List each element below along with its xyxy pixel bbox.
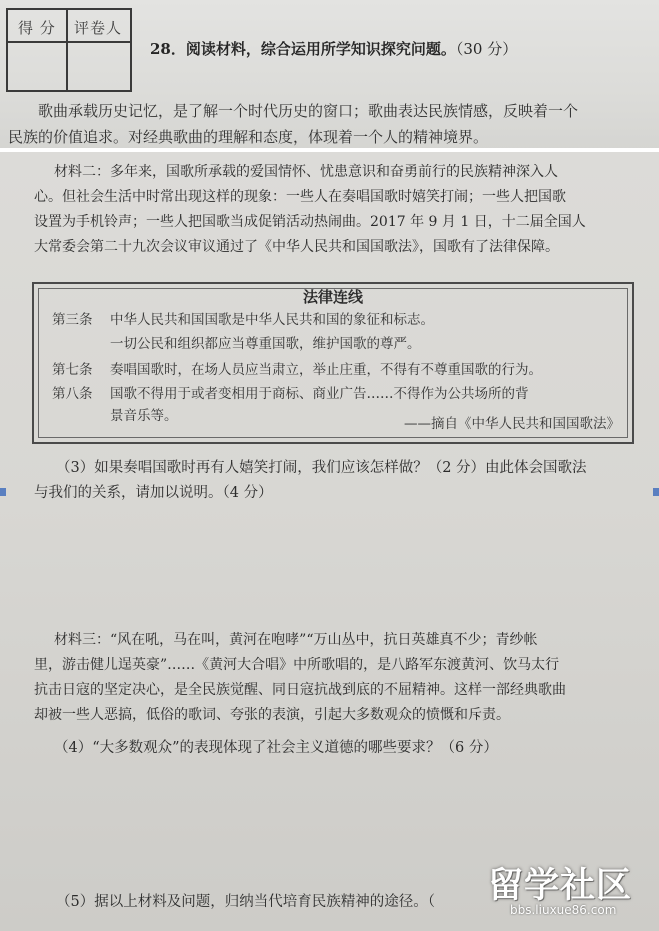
material-2-line-3: 设置为手机铃声；一些人把国歌当成促销活动热闹曲。2017 年 9 月 1 日，十二届全国人 (34, 214, 586, 230)
material-3-line-1: 材料三：“风在吼，马在叫，黄河在咆哮”“万山丛中，抗日英雄真不少；青纱帐 (54, 632, 538, 648)
question-3 (34, 456, 634, 506)
law-article-8-text: 国歌不得用于或者变相用于商标、商业广告……不得作为公共场所的背 (110, 386, 529, 402)
law-article-3-text: 中华人民共和国国歌是中华人民共和国的象征和标志。 (110, 312, 434, 328)
question-title-text: 28．阅读材料，综合运用所学知识探究问题。 (150, 40, 456, 58)
material-2-line-2: 心。但社会生活中时常出现这样的现象：一些人在奏唱国歌时嬉笑打闹；一些人把国歌 (34, 189, 566, 205)
question-score: （30 分） (455, 40, 518, 58)
score-table (6, 8, 132, 92)
question-4 (34, 736, 634, 761)
law-article-8-label: 第八条 (52, 386, 93, 402)
law-source: ——摘自《中华人民共和国国歌法》 (404, 416, 620, 432)
law-box (32, 282, 634, 444)
question-3-line-1: （3）如果奏唱国歌时再有人嬉笑打闹，我们应该怎样做？（2 分）由此体会国歌法 (56, 460, 587, 476)
score-label: 得 分 (18, 19, 56, 37)
site-watermark (488, 858, 656, 928)
intro-line-1: 歌曲承载历史记忆，是了解一个时代历史的窗口；歌曲表达民族情感，反映着一个 (38, 102, 579, 120)
question-3-line-2: 与我们的关系，请加以说明。（4 分） (34, 485, 273, 501)
material-3 (34, 628, 634, 728)
question-4-text: （4）“大多数观众”的表现体现了社会主义道德的哪些要求？（6 分） (54, 740, 498, 756)
material-2 (34, 160, 634, 260)
law-article-7 (52, 358, 542, 378)
question-5-text: （5）据以上材料及问题，归纳当代培育民族精神的途径。（ (56, 894, 435, 910)
watermark-logo: 留学社区 (488, 866, 633, 906)
left-edge-marker (0, 488, 6, 496)
law-article-8-cont: 景音乐等。 (110, 408, 178, 424)
intro-line-2: 民族的价值追求。对经典歌曲的理解和态度，体现着一个人的精神境界。 (8, 128, 489, 146)
law-article-3 (52, 308, 434, 328)
material-3-line-2: 里，游击健儿逞英豪”……《黄河大合唱》中所歌唱的，是八路军东渡黄河、饮马太行 (34, 657, 560, 673)
material-2-line-1: 材料二：多年来，国歌所承载的爱国情怀、忧患意识和奋勇前行的民族精神深入人 (54, 164, 558, 180)
bottom-photo-page (0, 152, 659, 931)
material-3-line-4: 却被一些人恶搞，低俗的歌词、夸张的表演，引起大多数观众的愤慨和斥责。 (34, 707, 510, 723)
intro-paragraph (8, 98, 648, 150)
law-article-8 (52, 382, 529, 402)
watermark-url: bbs.liuxue86.com (510, 903, 617, 917)
question-title (150, 38, 517, 59)
material-2-line-4: 大常委会第二十九次会议审议通过了《中华人民共和国国歌法》，国歌有了法律保障。 (34, 239, 559, 255)
material-3-line-3: 抗击日寇的坚定决心，是全民族觉醒、同日寇抗战到底的不屈精神。这样一部经典歌曲 (34, 682, 566, 698)
law-article-3-label: 第三条 (52, 312, 93, 328)
right-edge-marker (653, 488, 659, 496)
law-article-3-cont: 一切公民和组织都应当尊重国歌，维护国歌的尊严。 (110, 336, 421, 352)
top-photo-strip (0, 0, 659, 150)
law-box-title: 法律连线 (302, 288, 363, 306)
law-article-7-label: 第七条 (52, 362, 93, 378)
grader-label: 评卷人 (74, 19, 123, 37)
law-article-7-text: 奏唱国歌时，在场人员应当肃立，举止庄重，不得有不尊重国歌的行为。 (110, 362, 542, 378)
